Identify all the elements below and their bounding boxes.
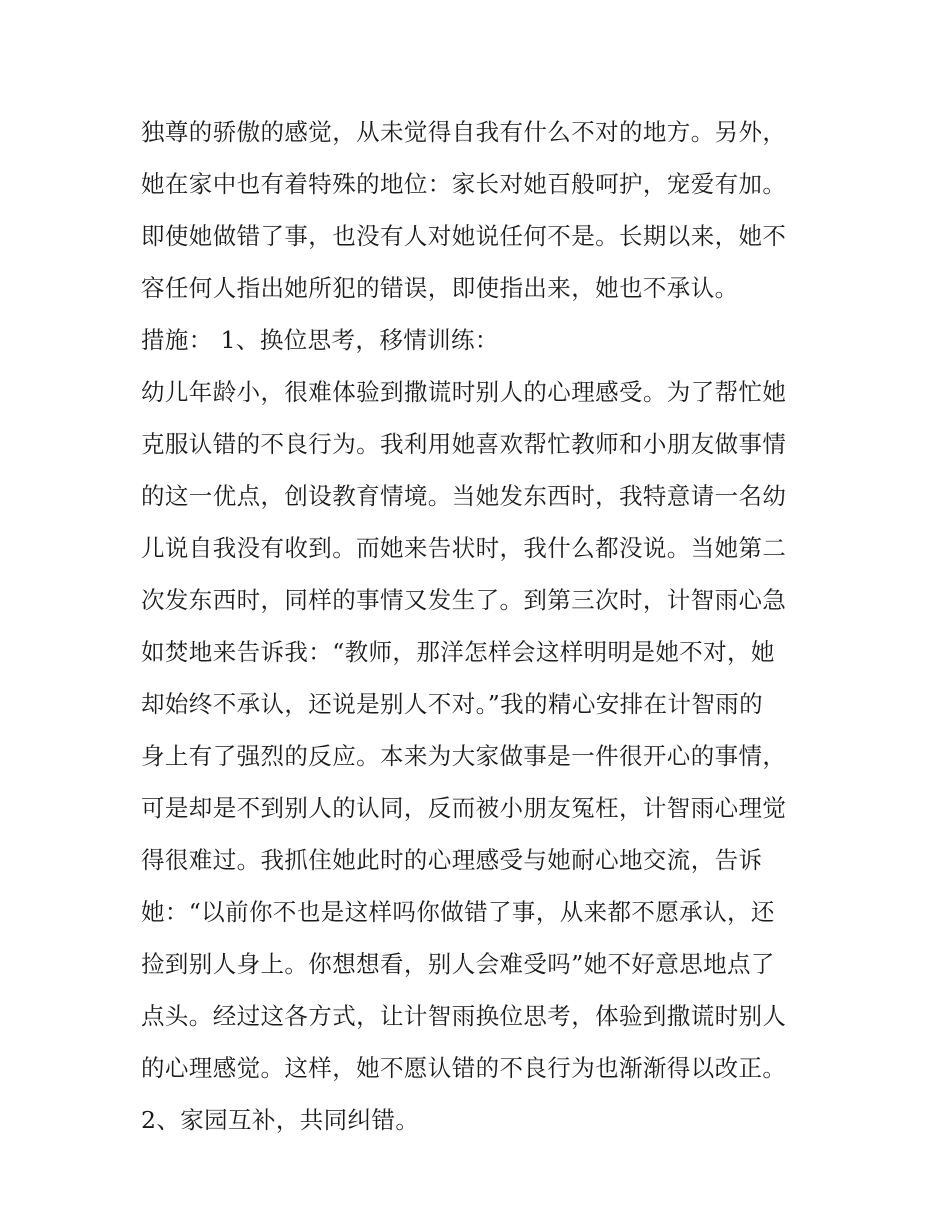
text-line: 却始终不承认，还说是别人不对。”我的精心安排在计智雨的 — [141, 690, 764, 718]
text-line: 捡到别人身上。你想想看，别人会难受吗”她不好意思地点了 — [141, 950, 775, 978]
text-line: 容任何人指出她所犯的错误，即使指出来，她也不承认。 — [141, 274, 739, 302]
text-line: 儿说自我没有收到。而她来告状时，我什么都没说。当她第二 — [141, 534, 787, 562]
text-line: 得很难过。我抓住她此时的心理感受与她耐心地交流，告诉 — [141, 846, 763, 874]
section-heading: 措施： 1、换位思考，移情训练： — [141, 326, 499, 354]
text-line: 身上有了强烈的反应。本来为大家做事是一件很开心的事情， — [141, 742, 787, 770]
text-line: 克服认错的不良行为。我利用她喜欢帮忙教师和小朋友做事情 — [141, 430, 787, 458]
text-line: 幼儿年龄小，很难体验到撒谎时别人的心理感受。为了帮忙她 — [141, 378, 787, 406]
text-line: 她：“以前你不也是这样吗你做错了事，从来都不愿承认，还 — [141, 898, 775, 926]
text-line: 的心理感觉。这样，她不愿认错的不良行为也渐渐得以改正。 — [141, 1054, 787, 1082]
text-line: 她在家中也有着特殊的地位：家长对她百般呵护，宠爱有加。 — [141, 170, 787, 198]
text-line: 次发东西时，同样的事情又发生了。到第三次时，计智雨心急 — [141, 586, 787, 614]
text-line: 可是却是不到别人的认同，反而被小朋友冤枉，计智雨心理觉 — [141, 794, 787, 822]
text-line: 独尊的骄傲的感觉，从未觉得自我有什么不对的地方。另外， — [141, 118, 787, 146]
body-text — [141, 106, 821, 1146]
text-line: 的这一优点，创设教育情境。当她发东西时，我特意请一名幼 — [141, 482, 787, 510]
section-heading: 2、家园互补，共同纠错。 — [141, 1106, 420, 1134]
text-line: 如焚地来告诉我：“教师，那洋怎样会这样明明是她不对，她 — [141, 638, 775, 666]
text-line: 即使她做错了事，也没有人对她说任何不是。长期以来，她不 — [141, 222, 787, 250]
text-line: 点头。经过这各方式，让计智雨换位思考，体验到撒谎时别人 — [141, 1002, 787, 1030]
